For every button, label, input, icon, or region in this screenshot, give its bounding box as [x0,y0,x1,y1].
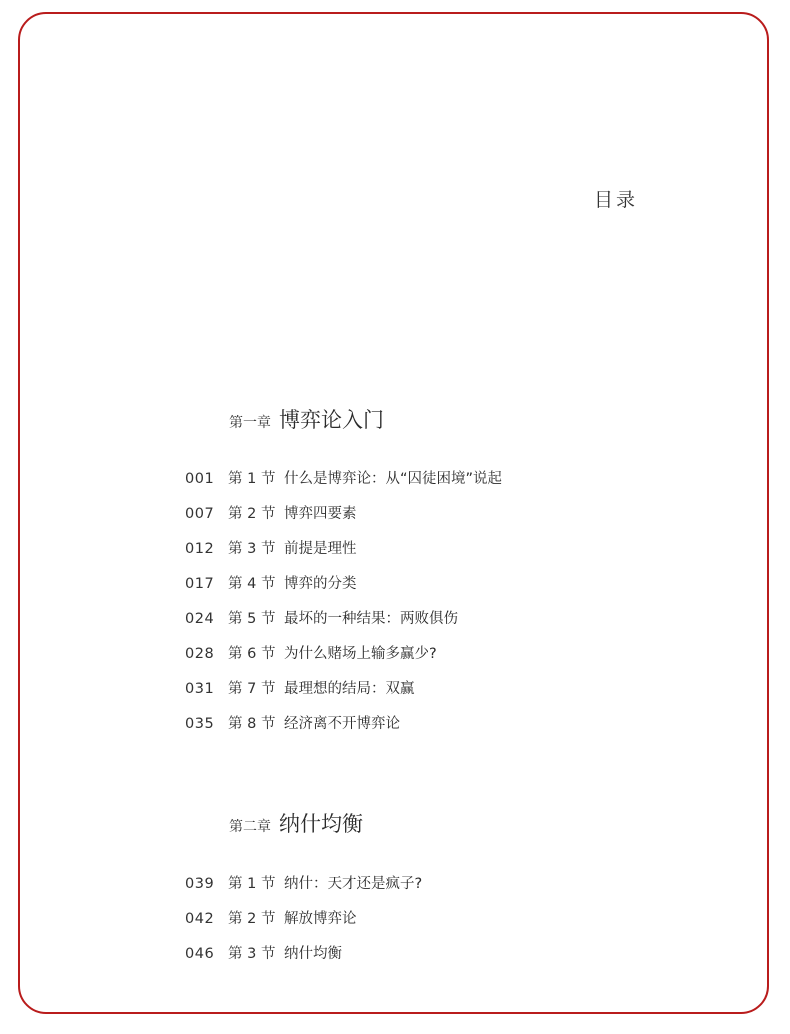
section-number: 第 1 节 [228,471,276,487]
section-title: 博弈的分类 [284,576,357,592]
section-title: 博弈四要素 [284,506,357,522]
section-title: 纳什：天才还是疯子? [284,876,423,892]
toc-entry[interactable] [185,679,502,714]
chapter-1-heading [229,404,384,434]
section-number: 第 6 节 [228,646,276,662]
section-number: 第 7 节 [228,681,276,697]
page-number: 017 [185,576,215,592]
page-number: 042 [185,911,215,927]
toc-entry[interactable] [185,469,502,504]
toc-entry[interactable] [185,539,502,574]
section-number: 第 2 节 [228,911,276,927]
section-title: 最坏的一种结果：两败俱伤 [284,611,458,627]
page-number: 031 [185,681,215,697]
section-number: 第 3 节 [228,541,276,557]
page-number: 012 [185,541,215,557]
toc-entry[interactable] [185,504,502,539]
toc-title: 目录 [594,189,639,211]
section-title: 解放博弈论 [284,911,357,927]
section-title: 为什么赌场上输多赢少? [284,646,437,662]
toc-entry[interactable] [185,909,422,944]
section-title: 经济离不开博弈论 [284,716,400,732]
page-number: 039 [185,876,215,892]
chapter-2-heading [229,808,363,838]
page-number: 028 [185,646,215,662]
section-title: 最理想的结局：双赢 [284,681,415,697]
section-number: 第 2 节 [228,506,276,522]
section-number: 第 4 节 [228,576,276,592]
page-number: 024 [185,611,215,627]
page-number: 007 [185,506,215,522]
toc-entry[interactable] [185,644,502,679]
chapter-label: 第一章 [229,415,271,431]
section-number: 第 5 节 [228,611,276,627]
section-number: 第 3 节 [228,946,276,962]
section-title: 前提是理性 [284,541,357,557]
toc-entry[interactable] [185,714,502,749]
toc-entry[interactable] [185,944,422,979]
toc-entry[interactable] [185,609,502,644]
chapter-1-entries [185,469,502,749]
page-number: 046 [185,946,215,962]
chapter-title: 纳什均衡 [279,812,363,836]
chapter-title: 博弈论入门 [279,408,384,432]
chapter-2-entries [185,874,422,979]
section-number: 第 1 节 [228,876,276,892]
toc-entry[interactable] [185,874,422,909]
section-title: 什么是博弈论：从“囚徒困境”说起 [284,471,503,487]
page-number: 001 [185,471,215,487]
toc-entry[interactable] [185,574,502,609]
section-number: 第 8 节 [228,716,276,732]
page-number: 035 [185,716,215,732]
section-title: 纳什均衡 [284,946,342,962]
chapter-label: 第二章 [229,819,271,835]
